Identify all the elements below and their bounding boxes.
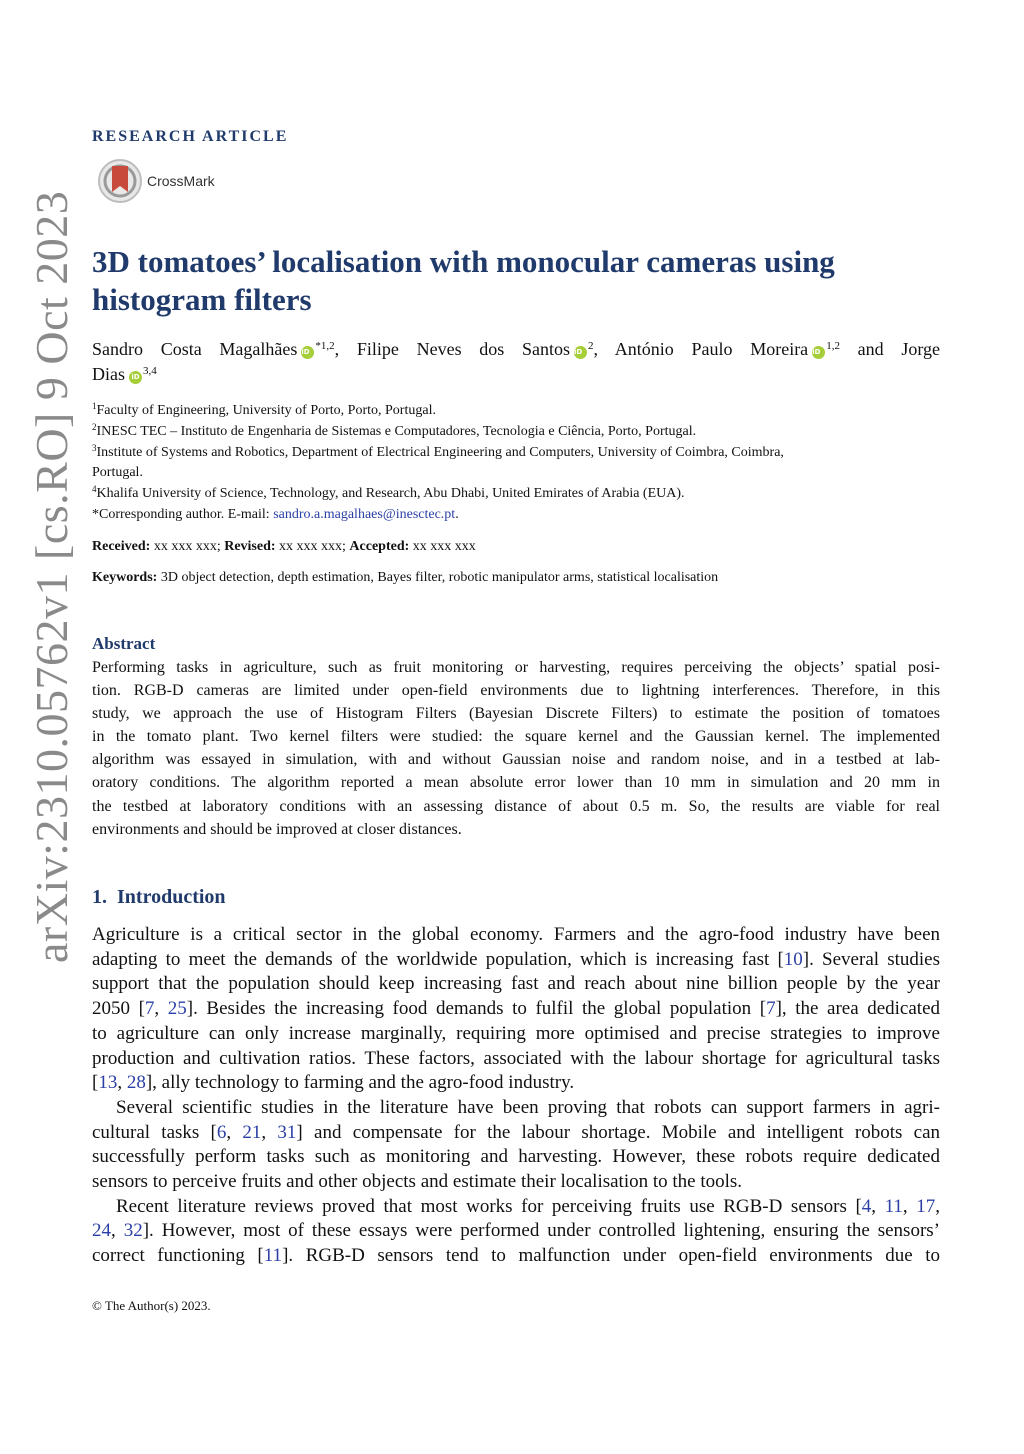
received-date: xx xxx xxx;: [153, 539, 221, 554]
citation-link[interactable]: 25: [167, 998, 187, 1020]
abstract-heading-text: Abstract: [92, 634, 156, 653]
affiliation-number: 4: [92, 484, 97, 495]
text-run: adapting to meet the demands of the worldwide population, which is increasing fast [: [92, 948, 784, 970]
author-affiliation-marker: *1,2: [315, 340, 335, 352]
text-run: ]. RGB-D sensors tend to malfunction under open-field environments due to: [282, 1245, 940, 1267]
citation-link[interactable]: 32: [123, 1220, 143, 1242]
affiliation-item: [92, 443, 952, 464]
publication-dates: [92, 537, 476, 557]
text-run: ,: [935, 1195, 941, 1217]
affiliation-text: Institute of Systems and Robotics, Department of Electrical Engineering and Computers, University of Coimbra, Coimbra,: [96, 444, 784, 460]
received-label: Received:: [92, 539, 151, 554]
orcid-icon[interactable]: iD: [812, 346, 825, 359]
text-run: cultural tasks [: [92, 1121, 217, 1143]
orcid-icon[interactable]: iD: [574, 346, 587, 359]
orcid-icon[interactable]: iD: [129, 371, 142, 384]
citation-link[interactable]: 7: [766, 998, 776, 1020]
text-run: ], the area dedicated: [775, 998, 941, 1020]
corresponding-end: .: [455, 506, 459, 522]
intro-line: sensors to perceive fruits and other objects and estimate their localisation to the tools.: [92, 1171, 743, 1193]
citation-link[interactable]: 10: [783, 948, 803, 970]
text-run: ,: [154, 998, 168, 1020]
citation-link[interactable]: 17: [916, 1195, 936, 1217]
crossmark-icon: [97, 158, 143, 204]
author-name: Dias: [92, 364, 125, 384]
intro-line: Agriculture is a critical sector in the global economy. Farmers and the agro-food industry have been: [92, 924, 940, 945]
title-line-2: histogram filters: [92, 282, 312, 317]
affiliation-text: Faculty of Engineering, University of Porto, Porto, Portugal.: [96, 403, 436, 418]
citation-link[interactable]: 28: [126, 1072, 146, 1094]
abstract-line: study, we approach the use of Histogram Filters (Bayesian Discrete Filters) to estimate the position of tomatoes: [92, 705, 940, 723]
intro-line: production and cultivation ratios. These factors, associated with the labour shortage for agricultural tasks: [92, 1047, 940, 1069]
revised-label: Revised:: [224, 539, 276, 554]
affiliation-item-continued: Portugal.: [92, 465, 143, 481]
intro-line: to agriculture can only increase marginally, requiring more optimised and precise strategies to improve: [92, 1022, 940, 1044]
abstract-line: in the tomato plant. Two kernel filters were studied: the square kernel and the Gaussian kernel. The implemented: [92, 728, 940, 746]
crossmark-label: CrossMark: [147, 173, 215, 189]
intro-line: [92, 1219, 940, 1244]
text-run: 2050 [: [92, 998, 145, 1020]
abstract-heading: [92, 634, 155, 654]
text-run: ,: [111, 1220, 124, 1242]
text-run: ], ally technology to farming and the agro-food industry.: [145, 1072, 575, 1094]
text-run: Recent literature reviews proved that most works for perceiving fruits use RGB-D sensors [: [116, 1195, 862, 1217]
text-run: ]. However, most of these essays were performed under controlled lightening, ensuring the sensors’: [142, 1220, 940, 1242]
intro-line: [92, 997, 940, 1022]
author-name: António Paulo Moreira: [614, 339, 809, 359]
author-name: and Jorge: [857, 339, 941, 359]
text-run: ] and compensate for the labour shortage. Mobile and intelligent robots can: [296, 1121, 940, 1143]
citation-link[interactable]: 21: [242, 1121, 262, 1143]
affiliation-item: [92, 422, 952, 443]
author-line-2: [92, 362, 940, 387]
intro-line: [92, 1244, 940, 1269]
paper-title: [92, 243, 972, 319]
text-run: ]. Besides the increasing food demands to fulfil the global population [: [186, 998, 767, 1020]
crossmark-badge[interactable]: [97, 158, 215, 204]
affiliation-number: 2: [92, 421, 97, 432]
affiliation-item: [92, 401, 952, 422]
orcid-icon[interactable]: iD: [301, 346, 314, 359]
revised-date: xx xxx xxx;: [279, 539, 346, 554]
corresponding-label: *Corresponding author. E-mail:: [92, 506, 270, 522]
citation-link[interactable]: 13: [98, 1072, 118, 1094]
author-list: [92, 337, 940, 387]
citation-link[interactable]: 31: [277, 1121, 297, 1143]
text-run: ,: [117, 1072, 127, 1094]
affiliation-text: INESC TEC – Instituto de Engenharia de Sistemas e Computadores, Tecnologia e Ciência, Porto, Portugal.: [96, 423, 697, 439]
keywords-label: Keywords:: [92, 570, 158, 585]
abstract-line: the testbed at laboratory conditions with an assessing distance of about 0.5 m. So, the results are viable for real: [92, 797, 940, 815]
arxiv-identifier: arXiv:2310.05762v1 [cs.RO] 9 Oct 2023: [26, 190, 77, 963]
citation-link[interactable]: 4: [861, 1195, 872, 1217]
intro-line: successfully perform tasks such as monitoring and harvesting. However, these robots require dedicated: [92, 1146, 940, 1168]
intro-line: support that the population should keep increasing fast and reach about nine billion people by the year: [92, 973, 940, 995]
section-heading-introduction: [92, 886, 226, 909]
introduction-body: [92, 923, 940, 1269]
citation-link[interactable]: 24: [92, 1220, 111, 1242]
copyright-text: © The Author(s) 2023.: [92, 1298, 211, 1313]
intro-line: [92, 1121, 940, 1146]
citation-link[interactable]: 7: [144, 998, 155, 1020]
author-affiliation-marker: 1,2: [826, 340, 840, 352]
article-type-label: [92, 128, 288, 146]
author-name: Sandro Costa Magalhães: [92, 339, 298, 359]
intro-line: [92, 948, 940, 973]
text-run: [: [92, 1072, 99, 1094]
text-run: ]. Several studies: [802, 948, 941, 970]
intro-line: [92, 1071, 940, 1096]
affiliation-number: 3: [92, 442, 97, 453]
author-email-link[interactable]: sandro.a.magalhaes@inesctec.pt: [273, 506, 456, 522]
intro-line: [92, 1195, 940, 1220]
corresponding-author: [92, 505, 952, 526]
affiliation-text: Khalifa University of Science, Technology, and Research, Abu Dhabi, United Emirates of Arabia (EUA).: [96, 486, 685, 502]
text-run: ,: [902, 1195, 917, 1217]
abstract-body: [92, 656, 940, 841]
copyright-footer: [92, 1298, 211, 1314]
text-run: correct functioning [: [92, 1245, 264, 1267]
affiliations: [92, 401, 952, 526]
intro-line: Several scientific studies in the literature have been proving that robots can support farmers in agri-: [116, 1096, 940, 1118]
accepted-date: xx xxx xxx: [412, 539, 476, 554]
section-title: Introduction: [117, 886, 226, 908]
text-run: ,: [871, 1195, 885, 1217]
text-run: ,: [226, 1121, 243, 1143]
section-number: 1.: [92, 886, 107, 908]
abstract-line: environments and should be improved at closer distances.: [92, 820, 462, 838]
abstract-line: oratory conditions. The algorithm reported a mean absolute error lower than 10 mm in simulation and 20 mm in: [92, 774, 940, 792]
text-run: ,: [261, 1121, 278, 1143]
author-affiliation-marker: 2: [588, 340, 594, 352]
abstract-line: tion. RGB-D cameras are limited under open-field environments due to lightning interferences. Therefore, in this: [92, 682, 940, 700]
title-line-1: 3D tomatoes’ localisation with monocular cameras using: [92, 244, 835, 279]
citation-link[interactable]: 6: [216, 1121, 227, 1143]
abstract-line: Performing tasks in agriculture, such as fruit monitoring or harvesting, requires perceiving the objects’ spatial posi-: [92, 659, 940, 676]
citation-link[interactable]: 11: [884, 1195, 903, 1217]
citation-link[interactable]: 11: [263, 1245, 283, 1267]
affiliation-number: 1: [92, 401, 97, 411]
author-line-1: Sandro Costa Magalhães iD $^{*1,2}$, Filipe Neves dos Santos iD $^2$, António Paulo Moreira iD $^{1,2}$ and Jorge: [92, 339, 941, 359]
keywords-text: 3D object detection, depth estimation, Bayes filter, robotic manipulator arms, statistical localisation: [160, 570, 719, 585]
keywords: [92, 568, 718, 588]
accepted-label: Accepted:: [349, 539, 410, 554]
abstract-line: algorithm was essayed in simulation, with and without Gaussian noise and random noise, and in a testbed at lab-: [92, 751, 940, 769]
arxiv-side-stamp: [25, 190, 78, 963]
author-affiliation-marker: 3,4: [143, 365, 157, 377]
article-type-text: RESEARCH ARTICLE: [92, 128, 289, 145]
affiliation-item: [92, 484, 952, 505]
author-name: Filipe Neves dos Santos: [356, 339, 571, 359]
